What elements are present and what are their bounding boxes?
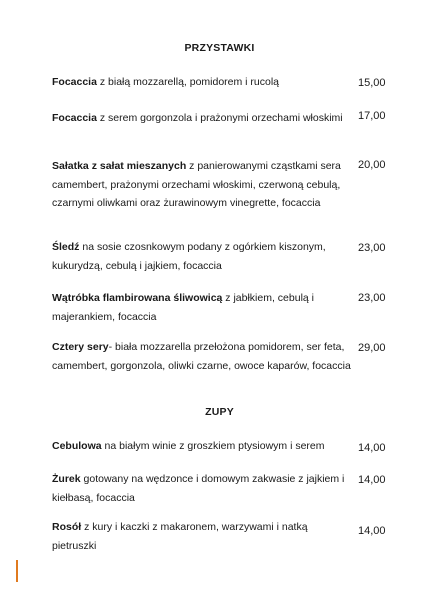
item-price: 20,00	[358, 159, 386, 171]
menu-item	[52, 518, 352, 555]
item-description: z białą mozzarellą, pomidorem i rucolą	[96, 76, 280, 88]
section-title-przystawki: PRZYSTAWKI	[184, 42, 255, 54]
item-description: gotowany na wędzonce i domowym zakwasie z jajkiem i kiełbasą, focaccia	[52, 473, 345, 504]
menu-item	[52, 338, 352, 375]
item-name: Żurek	[52, 473, 81, 485]
margin-mark	[16, 560, 18, 582]
menu-item	[52, 238, 352, 275]
item-price: 29,00	[358, 342, 386, 354]
item-price: 17,00	[358, 110, 386, 122]
item-description: na sosie czosnkowym podany z ogórkiem kiszonym, kukurydzą, cebulą i jajkiem, focaccia	[52, 241, 326, 272]
menu-item	[52, 109, 352, 128]
menu-item	[52, 437, 352, 456]
item-description: - biała mozzarella przełożona pomidorem, ser feta, camembert, gorgonzola, oliwki czarne, owoce kaparów, focaccia	[52, 341, 351, 372]
item-name: Śledź	[52, 241, 80, 253]
item-price: 15,00	[358, 77, 386, 89]
menu-item	[52, 470, 352, 507]
item-price: 14,00	[358, 525, 386, 537]
item-price: 23,00	[358, 292, 386, 304]
item-description: z panierowanymi cząstkami sera camembert, prażonymi orzechami włoskimi, czerwoną cebulą, czarnymi oliwkami oraz żurawinowym vinegrette, focaccia	[52, 160, 341, 209]
item-description: z jabłkiem, cebulą i majerankiem, focaccia	[52, 292, 314, 323]
item-name: Focaccia	[52, 76, 97, 88]
item-name: Sałatka z sałat mieszanych	[52, 160, 187, 172]
item-name: Cztery sery	[52, 341, 109, 353]
item-price: 23,00	[358, 242, 386, 254]
item-price: 14,00	[358, 442, 386, 454]
item-description: z kury i kaczki z makaronem, warzywami i natką pietruszki	[52, 521, 308, 552]
item-price: 14,00	[358, 474, 386, 486]
item-name: Rosół	[52, 521, 82, 533]
item-description: z serem gorgonzola i prażonymi orzechami włoskimi	[96, 112, 343, 124]
section-title-zupy: ZUPY	[205, 406, 234, 418]
item-name: Cebulowa	[52, 440, 102, 452]
menu-item	[52, 157, 352, 213]
menu-item	[52, 289, 352, 326]
item-name: Wątróbka flambirowana śliwowicą	[52, 292, 223, 304]
item-description: na białym winie z groszkiem ptysiowym i serem	[101, 440, 325, 452]
item-name: Focaccia	[52, 112, 97, 124]
menu-item	[52, 73, 352, 92]
